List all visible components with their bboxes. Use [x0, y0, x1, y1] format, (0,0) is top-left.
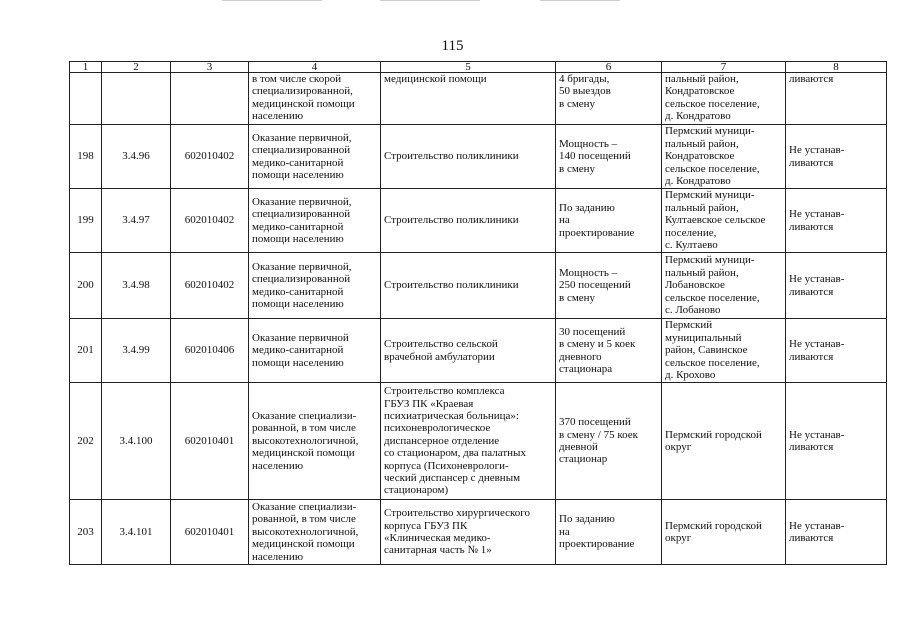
cell-text-line: По заданию [559, 201, 615, 214]
table-row [70, 500, 887, 565]
cell-budget-code: 602010402 [171, 253, 249, 319]
cell-text-line: санитарная часть № 1» [384, 544, 492, 557]
cell-text-line: Строительство комплекса [384, 385, 505, 398]
cell-text-line: в смену [559, 97, 596, 110]
cell-text-line: Оказание первичной, [252, 260, 352, 273]
cell-text-line: пальный район, [665, 266, 739, 279]
cell-text-line: пальный район, [665, 137, 739, 150]
cell-text-line: помощи населению [252, 232, 344, 245]
cell-zones [786, 253, 887, 319]
cell-text-line: с. Култаево [665, 239, 718, 252]
cell-text-line: д. Кондратово [665, 175, 731, 188]
cell-purpose [249, 253, 381, 319]
column-number: 6 [556, 62, 662, 73]
cell-text-line: медико-санитарной [252, 344, 344, 357]
cell-item-code: 3.4.99 [102, 319, 171, 383]
cell-text-line: высокотехнологичной, [252, 434, 359, 447]
cell-text-line: пальный район, [665, 201, 739, 214]
cell-text-line: проектирование [559, 226, 635, 239]
cell-text-line: ГБУЗ ПК «Краевая [384, 397, 474, 410]
cell-text-line: Пермский муници- [665, 254, 755, 267]
cell-budget-code: 602010402 [171, 189, 249, 253]
cell-text-line: д. Крохово [665, 369, 716, 382]
cell-zones [786, 189, 887, 253]
cell-text-line: ливаются [789, 156, 834, 169]
cell-text-line: рованной, в том числе [252, 422, 356, 435]
cell-text-line: Строительство поликлиники [384, 150, 519, 163]
cell-object [381, 500, 556, 565]
cell-text-line: медицинской помощи [252, 538, 355, 551]
cell-text-line: Строительство поликлиники [384, 279, 519, 292]
cell-zones [786, 125, 887, 189]
cell-text-line: медицинской помощи [252, 447, 355, 460]
cell-text-line: сельское поселение, [665, 97, 760, 110]
cell-text-line: психиатрическая больница»: [384, 409, 519, 422]
cell-text-line: с. Лобаново [665, 304, 721, 317]
cell-text-line: Оказание первичной, [252, 195, 352, 208]
cell-object [381, 125, 556, 189]
cell-text-line: Строительство сельской [384, 338, 498, 351]
cell-row-number: 201 [70, 319, 102, 383]
cell-location [662, 500, 786, 565]
cell-text-line: ливаются [789, 441, 834, 453]
cell-text-line: Пермский муници- [665, 189, 755, 202]
column-number: 4 [249, 62, 381, 73]
cell-text-line: населению [252, 110, 304, 123]
cell-location [662, 125, 786, 189]
cell-text-line: Строительство хирургического [384, 507, 531, 520]
cell-text-line: специализированной [252, 208, 351, 221]
cell-text-line: на [559, 214, 570, 227]
cell-purpose [249, 73, 381, 125]
cell-text-line: специализированной [252, 144, 351, 157]
cell-location [662, 319, 786, 383]
cell-budget-code: 602010406 [171, 319, 249, 383]
cell-capacity [556, 253, 662, 319]
cell-text-line: в смену [559, 291, 596, 304]
scan-edge-line [540, 0, 620, 1]
cell-zones [786, 319, 887, 383]
cell-text-line: Не устанав- [789, 519, 845, 532]
cell-text-line: медико-санитарной [252, 220, 344, 233]
cell-text-line: дневного [559, 350, 602, 363]
continuation-row [70, 73, 887, 125]
cell-budget-code: 602010401 [171, 500, 249, 565]
cell-text-line: Кондратовское [665, 85, 735, 98]
cell-purpose [249, 500, 381, 565]
cell-item-code: 3.4.98 [102, 253, 171, 319]
cell-text-line: д. Кондратово [665, 110, 731, 123]
cell-text-line: 30 посещений [559, 325, 626, 338]
cell-text-line: Мощность – [559, 137, 618, 150]
cell-text-line: округ [665, 441, 692, 453]
cell-object [381, 253, 556, 319]
cell-row-number: 203 [70, 500, 102, 565]
cell-text-line: Кондратовское [665, 150, 735, 163]
cell-text-line: населению [252, 550, 304, 563]
cell-empty [70, 73, 102, 125]
scan-edge-line [380, 0, 480, 1]
table-row [70, 253, 887, 319]
cell-text-line: ливаются [789, 220, 834, 233]
column-number: 5 [381, 62, 556, 73]
cell-text-line: Мощность – [559, 266, 618, 279]
cell-text-line: Пермский городской [665, 519, 762, 532]
cell-text-line: сельское поселение, [665, 162, 760, 175]
cell-purpose [249, 189, 381, 253]
cell-row-number: 199 [70, 189, 102, 253]
cell-text-line: проектирование [559, 538, 635, 551]
cell-text-line: в том числе скорой [252, 73, 342, 85]
cell-object [381, 73, 556, 125]
cell-text-line: специализированной [252, 273, 351, 286]
cell-text-line: ливаются [789, 350, 834, 363]
cell-text-line: Пермский городской [665, 428, 762, 441]
table-row [70, 125, 887, 189]
cell-text-line: помощи населению [252, 356, 344, 369]
cell-object [381, 319, 556, 383]
cell-text-line: 50 выездов [559, 85, 611, 98]
cell-text-line: округ [665, 532, 692, 544]
cell-text-line: Строительство поликлиники [384, 214, 519, 227]
cell-location [662, 189, 786, 253]
cell-text-line: медико-санитарной [252, 156, 344, 169]
cell-text-line: медицинской помощи [252, 97, 355, 110]
cell-text-line: рованной, в том числе [252, 513, 356, 526]
cell-capacity [556, 319, 662, 383]
cell-text-line: муниципальный [665, 331, 742, 344]
scan-edge-line [222, 0, 322, 1]
cell-text-line: врачебной амбулатории [384, 350, 495, 363]
cell-text-line: на [559, 525, 570, 538]
cell-text-line: 140 посещений [559, 150, 631, 163]
cell-row-number: 202 [70, 383, 102, 500]
cell-text-line: пальный район, [665, 73, 739, 85]
cell-row-number: 198 [70, 125, 102, 189]
cell-text-line: медицинской помощи [384, 73, 487, 85]
cell-row-number: 200 [70, 253, 102, 319]
column-number: 1 [70, 62, 102, 73]
cell-item-code: 3.4.101 [102, 500, 171, 565]
cell-zones [786, 383, 887, 500]
cell-text-line: Оказание первичной, [252, 131, 352, 144]
cell-text-line: помощи населению [252, 168, 344, 181]
cell-text-line: 370 посещений [559, 416, 631, 429]
cell-empty [102, 73, 171, 125]
cell-text-line: корпуса ГБУЗ ПК [384, 519, 468, 532]
cell-text-line: Оказание специализи- [252, 409, 357, 422]
cell-text-line: дневной [559, 441, 598, 453]
cell-text-line: поселение, [665, 226, 717, 239]
table-row [70, 383, 887, 500]
cell-zones [786, 500, 887, 565]
cell-purpose [249, 383, 381, 500]
cell-text-line: населению [252, 459, 304, 472]
cell-purpose [249, 125, 381, 189]
cell-text-line: Не устанав- [789, 273, 845, 286]
cell-text-line: диспансерное отделение [384, 434, 500, 447]
cell-capacity [556, 125, 662, 189]
column-number: 3 [171, 62, 249, 73]
cell-text-line: Оказание первичной [252, 331, 349, 344]
cell-text-line: ческий диспансер с дневным [384, 472, 521, 485]
cell-text-line: психоневрологическое [384, 422, 491, 435]
cell-text-line: помощи населению [252, 297, 344, 310]
cell-purpose [249, 319, 381, 383]
cell-text-line: стационара [559, 362, 613, 375]
cell-text-line: в смену [559, 162, 596, 175]
cell-text-line: По заданию [559, 513, 615, 526]
cell-empty [171, 73, 249, 125]
cell-item-code: 3.4.96 [102, 125, 171, 189]
column-number: 8 [786, 62, 887, 73]
cell-capacity [556, 500, 662, 565]
cell-text-line: Не устанав- [789, 208, 845, 221]
cell-text-line: «Клиническая медико- [384, 532, 491, 544]
cell-text-line: сельское поселение, [665, 291, 760, 304]
cell-text-line: Лобановское [665, 279, 725, 292]
cell-text-line: ливаются [789, 532, 834, 544]
cell-text-line: Култаевское сельское [665, 214, 766, 227]
cell-text-line: Оказание специализи- [252, 500, 357, 513]
cell-budget-code: 602010401 [171, 383, 249, 500]
column-number: 7 [662, 62, 786, 73]
cell-text-line: сельское поселение, [665, 356, 760, 369]
cell-object [381, 383, 556, 500]
cell-text-line: 250 посещений [559, 279, 631, 292]
cell-capacity [556, 73, 662, 125]
cell-text-line: в смену / 75 коек [559, 428, 639, 441]
cell-text-line: ливаются [789, 285, 834, 298]
cell-text-line: ливаются [789, 73, 834, 85]
cell-text-line: Пермский муници- [665, 125, 755, 138]
cell-object [381, 189, 556, 253]
cell-text-line: корпуса (Психоневрологи- [384, 459, 509, 472]
page-number: 115 [441, 38, 464, 54]
cell-text-line: Не устанав- [789, 338, 845, 351]
cell-zones [786, 73, 887, 125]
cell-item-code: 3.4.97 [102, 189, 171, 253]
cell-capacity [556, 383, 662, 500]
cell-location [662, 253, 786, 319]
cell-text-line: в смену и 5 коек [559, 338, 636, 351]
cell-capacity [556, 189, 662, 253]
table-row [70, 319, 887, 383]
cell-text-line: специализированной, [252, 85, 353, 98]
infrastructure-table [69, 61, 887, 565]
cell-text-line: медико-санитарной [252, 285, 344, 298]
column-number-row [70, 62, 887, 73]
cell-text-line: высокотехнологичной, [252, 525, 359, 538]
cell-text-line: 4 бригады, [559, 73, 610, 85]
cell-text-line: Не устанав- [789, 428, 845, 441]
table-row [70, 189, 887, 253]
cell-location [662, 73, 786, 125]
cell-text-line: со стационаром, два палатных [384, 447, 526, 460]
cell-text-line: стационар [559, 453, 608, 466]
cell-text-line: район, Савинское [665, 344, 748, 357]
cell-text-line: стационаром) [384, 484, 449, 497]
cell-text-line: Пермский [665, 319, 713, 332]
column-number: 2 [102, 62, 171, 73]
cell-text-line: Не устанав- [789, 144, 845, 157]
cell-location [662, 383, 786, 500]
cell-item-code: 3.4.100 [102, 383, 171, 500]
cell-budget-code: 602010402 [171, 125, 249, 189]
